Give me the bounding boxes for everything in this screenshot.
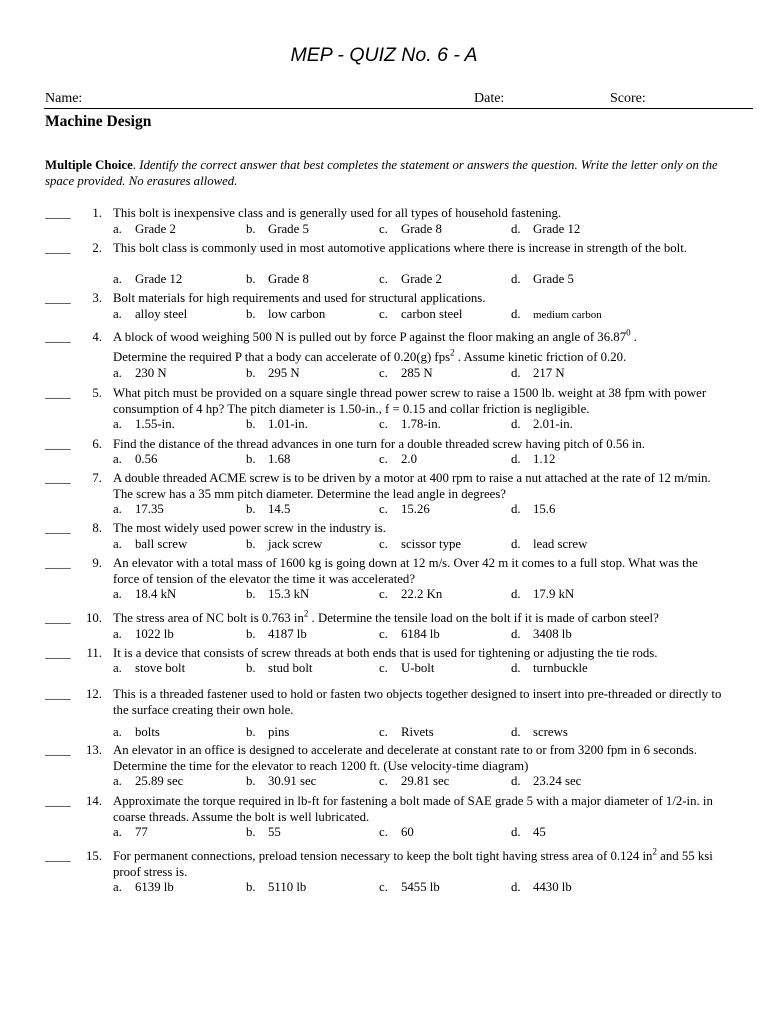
question-text: An elevator with a total mass of 1600 kg is going down at 12 m/s. Over 42 m it comes to a full stop. What was the force of tension of the elevator the time it was accelerated?: [113, 556, 698, 586]
option-d: d. 17.9 kN: [511, 587, 575, 601]
option-a: a. alloy steel: [113, 307, 188, 321]
option-row: [113, 824, 733, 840]
option-c: c. 29.81 sec: [379, 774, 450, 788]
option-b: b. 295 N: [246, 366, 300, 380]
question-number: 15.: [86, 849, 102, 863]
option-c: c. 285 N: [379, 366, 433, 380]
option-c: c. 6184 lb: [379, 627, 440, 641]
answer-blank[interactable]: ____: [45, 471, 71, 485]
option-row: [113, 416, 733, 432]
option-row: [113, 501, 733, 517]
option-row: [113, 365, 733, 381]
option-b: b. Grade 5: [246, 222, 309, 236]
option-d: d. 3408 lb: [511, 627, 572, 641]
instructions-label: Multiple Choice: [45, 158, 133, 172]
option-b: b. 1.01-in.: [246, 417, 308, 431]
question-number: 11.: [86, 646, 102, 660]
option-d: d. 23.24 sec: [511, 774, 582, 788]
option-row: [113, 306, 733, 322]
option-b: b. 14.5: [246, 502, 291, 516]
option-b: b. 4187 lb: [246, 627, 307, 641]
question-text: Bolt materials for high requirements and used for structural applications.: [113, 291, 486, 305]
question-text: This bolt is inexpensive class and is generally used for all types of household fastening.: [113, 206, 562, 220]
option-a: a. 0.56: [113, 452, 158, 466]
question-text: The stress area of NC bolt is 0.763 $in^2$ . Determine the tensile load on the bolt if it is made of carbon steel?: [113, 608, 659, 625]
option-c: c. Grade 2: [379, 272, 442, 286]
question-text: This is a threaded fastener used to hold or fasten two objects together designed to insert into pre-threaded or directly to the surface creating their own hole.: [113, 687, 722, 717]
option-a: a. stove bolt: [113, 661, 186, 675]
option-b: b. 55: [246, 825, 281, 839]
option-row: [113, 724, 733, 740]
subject-heading: Machine Design: [45, 113, 152, 130]
answer-blank[interactable]: ____: [45, 687, 71, 701]
question-number: 14.: [86, 794, 102, 808]
option-d: d. 217 N: [511, 366, 565, 380]
option-row: [113, 773, 733, 789]
option-a: a. 77: [113, 825, 148, 839]
option-a: a. 6139 lb: [113, 880, 174, 894]
option-a: a. 17.35: [113, 502, 164, 516]
question-number: 10.: [86, 611, 102, 625]
option-a: a. Grade 2: [113, 222, 176, 236]
option-b: b. low carbon: [246, 307, 326, 321]
answer-blank[interactable]: ____: [45, 437, 71, 451]
question-number: 4.: [92, 330, 102, 344]
option-c: c. carbon steel: [379, 307, 463, 321]
option-d: d. Grade 5: [511, 272, 574, 286]
option-row: [113, 660, 733, 676]
option-row: [113, 221, 733, 237]
option-d: d. medium carbon: [511, 307, 602, 321]
answer-blank[interactable]: ____: [45, 521, 71, 535]
question-number: 5.: [92, 386, 102, 400]
answer-blank[interactable]: ____: [45, 556, 71, 570]
option-row: [113, 451, 733, 467]
question-number: 13.: [86, 743, 102, 757]
question-text: A double threaded ACME screw is to be driven by a motor at 400 rpm to raise a nut attached at the rate of 12 m/min. The screw has a 35 mm pitch diameter. Determine the lead angle in degrees?: [113, 471, 711, 501]
quiz-title: MEP - QUIZ No. 6 - A: [290, 44, 478, 66]
option-c: c. 1.78-in.: [379, 417, 441, 431]
answer-blank[interactable]: ____: [45, 646, 71, 660]
answer-blank[interactable]: ____: [45, 849, 71, 863]
question-number: 3.: [92, 291, 102, 305]
answer-blank[interactable]: ____: [45, 241, 71, 255]
question-text: The most widely used power screw in the industry is.: [113, 521, 386, 535]
question-text: For permanent connections, preload tension necessary to keep the bolt tight having stress area of 0.124 $in^2$ and 55 ksi proof stress is.: [113, 846, 713, 879]
option-c: c. 15.26: [379, 502, 430, 516]
option-b: b. 30.91 sec: [246, 774, 317, 788]
option-d: d. 2.01-in.: [511, 417, 573, 431]
option-d: d. screws: [511, 725, 568, 739]
option-d: d. 15.6: [511, 502, 556, 516]
option-d: d. turnbuckle: [511, 661, 588, 675]
question-text: What pitch must be provided on a square single thread power screw to raise a 1500 lb. weight at 38 fpm with power consumption of 4 hp? The pitch diameter is 1.50-in., f = 0.15 and collar friction is negligible.: [113, 386, 707, 416]
option-c: c. 2.0: [379, 452, 417, 466]
answer-blank[interactable]: ____: [45, 794, 71, 808]
option-b: b. stud bolt: [246, 661, 313, 675]
question-number: 2.: [92, 241, 102, 255]
question-text: A block of wood weighing 500 N is pulled out by force P against the floor making an angle of 36.87$^0$ .: [113, 327, 637, 344]
answer-blank[interactable]: ____: [45, 206, 71, 220]
question-number: 7.: [92, 471, 102, 485]
option-d: d. 1.12: [511, 452, 556, 466]
instructions: Multiple Choice. Identify the correct answer that best completes the statement or answers the question. Write the letter only on the space provided. No erasures allowed.: [45, 158, 718, 188]
header-rule: [44, 108, 753, 109]
option-b: b. pins: [246, 725, 290, 739]
answer-blank[interactable]: ____: [45, 386, 71, 400]
option-c: c. Grade 8: [379, 222, 442, 236]
question-number: 9.: [92, 556, 102, 570]
date-label: Date:: [474, 91, 505, 106]
question-text: Approximate the torque required in lb-ft for fastening a bolt made of SAE grade 5 with a major diameter of 1/2-in. in coarse threads. Assume the bolt is well lubricated.: [113, 794, 713, 824]
option-d: d. lead screw: [511, 537, 588, 551]
name-label: Name:: [45, 91, 83, 106]
answer-blank[interactable]: ____: [45, 330, 71, 344]
option-b: b. jack screw: [246, 537, 323, 551]
question-number: 1.: [92, 206, 102, 220]
question-text: It is a device that consists of screw threads at both ends that is used for tightening or adjusting the tie rods.: [113, 646, 658, 660]
instructions-text: Identify the correct answer that best completes the statement or answers the question. Write the letter only on the space provided. No erasures allowed.: [45, 158, 718, 188]
option-b: b. 1.68: [246, 452, 291, 466]
option-a: a. 1.55-in.: [113, 417, 175, 431]
option-c: c. scissor type: [379, 537, 462, 551]
option-d: d. 45: [511, 825, 546, 839]
option-c: c. 5455 lb: [379, 880, 440, 894]
score-label: Score:: [610, 91, 646, 106]
option-row: [113, 626, 733, 642]
question-text: Find the distance of the thread advances in one turn for a double threaded screw having pitch of 0.56 in.: [113, 437, 645, 451]
option-a: a. 230 N: [113, 366, 167, 380]
option-a: a. 18.4 kN: [113, 587, 177, 601]
question-text: This bolt class is commonly used in most automotive applications where there is increase in strength of the bolt.: [113, 241, 687, 255]
option-a: a. ball screw: [113, 537, 188, 551]
option-c: c. 22.2 Kn: [379, 587, 443, 601]
option-b: b. 5110 lb: [246, 880, 307, 894]
option-d: d. Grade 12: [511, 222, 581, 236]
question-text: An elevator in an office is designed to accelerate and decelerate at constant rate to or from 3200 fpm in 6 seconds. Determine the time for the elevator to reach 1200 ft. (Use velocity-time diagram): [113, 743, 697, 773]
option-c: c. 60: [379, 825, 414, 839]
answer-blank[interactable]: ____: [45, 743, 71, 757]
option-d: d. 4430 lb: [511, 880, 572, 894]
answer-blank[interactable]: ____: [45, 291, 71, 305]
option-b: b. Grade 8: [246, 272, 309, 286]
option-row: [113, 586, 733, 602]
question-number: 6.: [92, 437, 102, 451]
option-a: a. Grade 12: [113, 272, 183, 286]
option-a: a. bolts: [113, 725, 160, 739]
answer-blank[interactable]: ____: [45, 611, 71, 625]
option-row: [113, 536, 733, 552]
option-b: b. 15.3 kN: [246, 587, 310, 601]
option-a: a. 1022 lb: [113, 627, 174, 641]
option-row: [113, 879, 733, 895]
option-a: a. 25.89 sec: [113, 774, 184, 788]
question-number: 8.: [92, 521, 102, 535]
option-c: c. U-bolt: [379, 661, 435, 675]
option-row: [113, 271, 733, 287]
option-c: c. Rivets: [379, 725, 434, 739]
question-number: 12.: [86, 687, 102, 701]
question-text-cont: Determine the required P that a body can accelerate of 0.20(g) fps$^2$ . Assume kinetic friction of 0.20.: [113, 347, 627, 364]
